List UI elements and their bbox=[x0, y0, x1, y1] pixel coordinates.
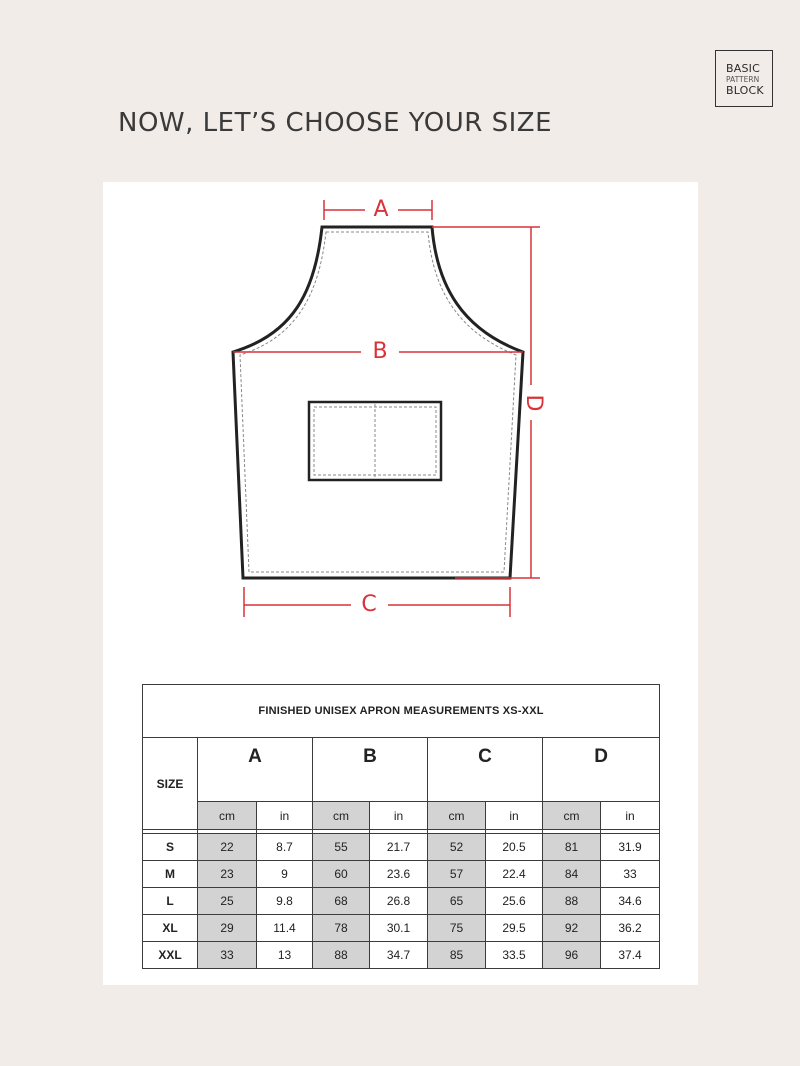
column-header-d: D bbox=[543, 738, 660, 802]
value-cell: 34.6 bbox=[601, 888, 660, 915]
value-cell: 11.4 bbox=[257, 915, 313, 942]
logo-line-1: BASIC bbox=[726, 62, 760, 75]
value-cell: 88 bbox=[313, 942, 370, 969]
logo-line-2: PATTERN bbox=[726, 75, 760, 84]
value-cell: 25.6 bbox=[486, 888, 543, 915]
value-cell: 37.4 bbox=[601, 942, 660, 969]
table-row bbox=[143, 888, 660, 915]
value-cell: 34.7 bbox=[370, 942, 428, 969]
unit-cell: in bbox=[486, 802, 543, 830]
unit-cell: in bbox=[601, 802, 660, 830]
value-cell: 96 bbox=[543, 942, 601, 969]
value-cell: 88 bbox=[543, 888, 601, 915]
brand-logo bbox=[715, 50, 773, 107]
dimension-label-d: D bbox=[521, 394, 546, 412]
dimension-label-c: C bbox=[361, 592, 377, 617]
unit-cell: cm bbox=[313, 802, 370, 830]
value-cell: 75 bbox=[428, 915, 486, 942]
page-title: NOW, LET’S CHOOSE YOUR SIZE bbox=[118, 108, 553, 138]
size-label: XL bbox=[143, 915, 198, 942]
value-cell: 33.5 bbox=[486, 942, 543, 969]
value-cell: 20.5 bbox=[486, 834, 543, 861]
value-cell: 25 bbox=[198, 888, 257, 915]
value-cell: 33 bbox=[198, 942, 257, 969]
value-cell: 33 bbox=[601, 861, 660, 888]
dimension-c bbox=[244, 587, 510, 617]
value-cell: 31.9 bbox=[601, 834, 660, 861]
value-cell: 13 bbox=[257, 942, 313, 969]
value-cell: 26.8 bbox=[370, 888, 428, 915]
apron-diagram bbox=[103, 182, 698, 632]
size-column-header: SIZE bbox=[143, 738, 198, 830]
value-cell: 60 bbox=[313, 861, 370, 888]
table-title: FINISHED UNISEX APRON MEASUREMENTS XS-XXL bbox=[143, 685, 660, 738]
value-cell: 81 bbox=[543, 834, 601, 861]
unit-cell: cm bbox=[428, 802, 486, 830]
value-cell: 68 bbox=[313, 888, 370, 915]
value-cell: 9 bbox=[257, 861, 313, 888]
table-row bbox=[143, 942, 660, 969]
value-cell: 29.5 bbox=[486, 915, 543, 942]
value-cell: 23 bbox=[198, 861, 257, 888]
value-cell: 36.2 bbox=[601, 915, 660, 942]
value-cell: 21.7 bbox=[370, 834, 428, 861]
unit-cell: cm bbox=[543, 802, 601, 830]
value-cell: 92 bbox=[543, 915, 601, 942]
column-header-a: A bbox=[198, 738, 313, 802]
value-cell: 57 bbox=[428, 861, 486, 888]
value-cell: 22 bbox=[198, 834, 257, 861]
size-label: XXL bbox=[143, 942, 198, 969]
table-row bbox=[143, 915, 660, 942]
value-cell: 8.7 bbox=[257, 834, 313, 861]
dimension-label-a: A bbox=[373, 197, 389, 222]
value-cell: 65 bbox=[428, 888, 486, 915]
value-cell: 22.4 bbox=[486, 861, 543, 888]
value-cell: 84 bbox=[543, 861, 601, 888]
value-cell: 23.6 bbox=[370, 861, 428, 888]
value-cell: 78 bbox=[313, 915, 370, 942]
size-table bbox=[142, 684, 660, 969]
unit-cell: in bbox=[257, 802, 313, 830]
value-cell: 55 bbox=[313, 834, 370, 861]
value-cell: 30.1 bbox=[370, 915, 428, 942]
value-cell: 29 bbox=[198, 915, 257, 942]
value-cell: 9.8 bbox=[257, 888, 313, 915]
table-row bbox=[143, 834, 660, 861]
size-label: S bbox=[143, 834, 198, 861]
size-label: L bbox=[143, 888, 198, 915]
column-header-b: B bbox=[313, 738, 428, 802]
column-header-c: C bbox=[428, 738, 543, 802]
size-label: M bbox=[143, 861, 198, 888]
unit-cell: cm bbox=[198, 802, 257, 830]
unit-cell: in bbox=[370, 802, 428, 830]
logo-line-3: BLOCK bbox=[726, 84, 764, 97]
value-cell: 52 bbox=[428, 834, 486, 861]
dimension-label-b: B bbox=[372, 339, 388, 364]
value-cell: 85 bbox=[428, 942, 486, 969]
table-row bbox=[143, 861, 660, 888]
content-panel bbox=[103, 182, 698, 985]
